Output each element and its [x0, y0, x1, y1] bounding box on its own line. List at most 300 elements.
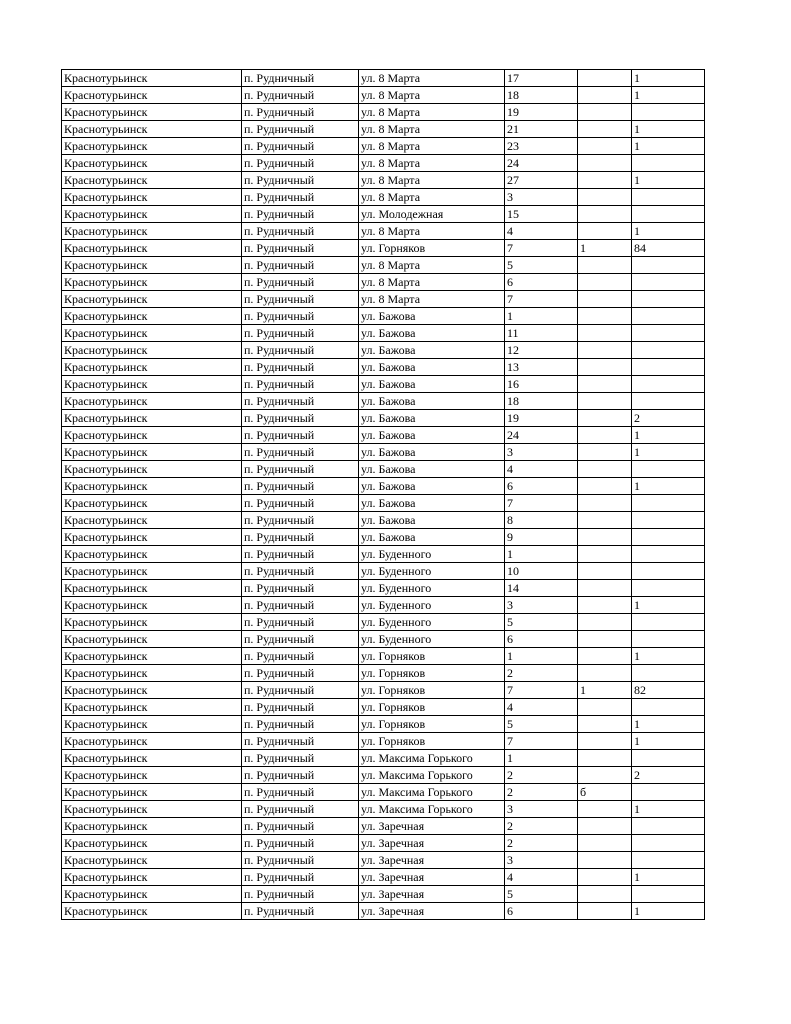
table-row — [62, 903, 705, 920]
table-row — [62, 648, 705, 665]
building-letter-cell — [578, 614, 632, 631]
street-cell: ул. Буденного — [359, 546, 505, 563]
house-number-cell: 3 — [505, 444, 578, 461]
count-cell: 1 — [632, 869, 705, 886]
address-table — [61, 69, 705, 920]
city-cell: Краснотурьинск — [62, 580, 242, 597]
city-cell: Краснотурьинск — [62, 648, 242, 665]
city-cell: Краснотурьинск — [62, 478, 242, 495]
street-cell: ул. Бажова — [359, 478, 505, 495]
count-cell — [632, 291, 705, 308]
street-cell: ул. 8 Марта — [359, 274, 505, 291]
table-row — [62, 427, 705, 444]
count-cell — [632, 784, 705, 801]
table-row — [62, 189, 705, 206]
building-letter-cell — [578, 495, 632, 512]
building-letter-cell — [578, 903, 632, 920]
table-row — [62, 767, 705, 784]
house-number-cell: 2 — [505, 784, 578, 801]
table-row — [62, 359, 705, 376]
table-row — [62, 614, 705, 631]
building-letter-cell — [578, 223, 632, 240]
city-cell: Краснотурьинск — [62, 308, 242, 325]
city-cell: Краснотурьинск — [62, 563, 242, 580]
settlement-cell: п. Рудничный — [242, 444, 359, 461]
settlement-cell: п. Рудничный — [242, 801, 359, 818]
table-row — [62, 257, 705, 274]
street-cell: ул. 8 Марта — [359, 172, 505, 189]
settlement-cell: п. Рудничный — [242, 223, 359, 240]
house-number-cell: 19 — [505, 104, 578, 121]
house-number-cell: 13 — [505, 359, 578, 376]
count-cell: 1 — [632, 121, 705, 138]
street-cell: ул. 8 Марта — [359, 257, 505, 274]
building-letter-cell — [578, 427, 632, 444]
building-letter-cell — [578, 716, 632, 733]
street-cell: ул. 8 Марта — [359, 104, 505, 121]
table-row — [62, 580, 705, 597]
house-number-cell: 5 — [505, 614, 578, 631]
city-cell: Краснотурьинск — [62, 87, 242, 104]
house-number-cell: 6 — [505, 903, 578, 920]
building-letter-cell — [578, 359, 632, 376]
settlement-cell: п. Рудничный — [242, 291, 359, 308]
table-row — [62, 512, 705, 529]
building-letter-cell — [578, 138, 632, 155]
house-number-cell: 9 — [505, 529, 578, 546]
table-row — [62, 529, 705, 546]
city-cell: Краснотурьинск — [62, 614, 242, 631]
street-cell: ул. Буденного — [359, 580, 505, 597]
street-cell: ул. Горняков — [359, 240, 505, 257]
street-cell: ул. Бажова — [359, 308, 505, 325]
city-cell: Краснотурьинск — [62, 189, 242, 206]
house-number-cell: 3 — [505, 597, 578, 614]
building-letter-cell — [578, 733, 632, 750]
street-cell: ул. Буденного — [359, 563, 505, 580]
count-cell: 1 — [632, 733, 705, 750]
street-cell: ул. Максима Горького — [359, 767, 505, 784]
street-cell: ул. 8 Марта — [359, 138, 505, 155]
building-letter-cell — [578, 597, 632, 614]
table-row — [62, 291, 705, 308]
count-cell — [632, 274, 705, 291]
building-letter-cell — [578, 342, 632, 359]
house-number-cell: 24 — [505, 427, 578, 444]
building-letter-cell — [578, 546, 632, 563]
settlement-cell: п. Рудничный — [242, 257, 359, 274]
count-cell — [632, 461, 705, 478]
street-cell: ул. Бажова — [359, 342, 505, 359]
table-row — [62, 597, 705, 614]
house-number-cell: 10 — [505, 563, 578, 580]
building-letter-cell — [578, 648, 632, 665]
count-cell — [632, 631, 705, 648]
street-cell: ул. Горняков — [359, 665, 505, 682]
city-cell: Краснотурьинск — [62, 461, 242, 478]
settlement-cell: п. Рудничный — [242, 648, 359, 665]
house-number-cell: 3 — [505, 852, 578, 869]
city-cell: Краснотурьинск — [62, 818, 242, 835]
building-letter-cell — [578, 444, 632, 461]
house-number-cell: 3 — [505, 189, 578, 206]
count-cell — [632, 665, 705, 682]
street-cell: ул. Горняков — [359, 716, 505, 733]
house-number-cell: 18 — [505, 87, 578, 104]
table-row — [62, 70, 705, 87]
city-cell: Краснотурьинск — [62, 342, 242, 359]
city-cell: Краснотурьинск — [62, 886, 242, 903]
count-cell — [632, 325, 705, 342]
building-letter-cell: б — [578, 784, 632, 801]
settlement-cell: п. Рудничный — [242, 325, 359, 342]
count-cell: 1 — [632, 597, 705, 614]
count-cell — [632, 189, 705, 206]
settlement-cell: п. Рудничный — [242, 614, 359, 631]
house-number-cell: 6 — [505, 274, 578, 291]
street-cell: ул. Бажова — [359, 325, 505, 342]
settlement-cell: п. Рудничный — [242, 716, 359, 733]
city-cell: Краснотурьинск — [62, 376, 242, 393]
street-cell: ул. Молодежная — [359, 206, 505, 223]
street-cell: ул. 8 Марта — [359, 87, 505, 104]
count-cell — [632, 104, 705, 121]
building-letter-cell — [578, 291, 632, 308]
city-cell: Краснотурьинск — [62, 70, 242, 87]
table-row — [62, 206, 705, 223]
building-letter-cell — [578, 155, 632, 172]
city-cell: Краснотурьинск — [62, 444, 242, 461]
building-letter-cell — [578, 529, 632, 546]
table-row — [62, 835, 705, 852]
table-row — [62, 104, 705, 121]
count-cell — [632, 529, 705, 546]
house-number-cell: 2 — [505, 665, 578, 682]
settlement-cell: п. Рудничный — [242, 631, 359, 648]
count-cell: 2 — [632, 410, 705, 427]
settlement-cell: п. Рудничный — [242, 206, 359, 223]
table-row — [62, 325, 705, 342]
table-row — [62, 784, 705, 801]
table-row — [62, 818, 705, 835]
table-row — [62, 393, 705, 410]
building-letter-cell — [578, 886, 632, 903]
count-cell — [632, 495, 705, 512]
city-cell: Краснотурьинск — [62, 597, 242, 614]
city-cell: Краснотурьинск — [62, 801, 242, 818]
street-cell: ул. 8 Марта — [359, 223, 505, 240]
city-cell: Краснотурьинск — [62, 529, 242, 546]
table-row — [62, 223, 705, 240]
house-number-cell: 1 — [505, 308, 578, 325]
table-row — [62, 308, 705, 325]
table-row — [62, 699, 705, 716]
house-number-cell: 2 — [505, 767, 578, 784]
building-letter-cell — [578, 206, 632, 223]
table-row — [62, 444, 705, 461]
house-number-cell: 14 — [505, 580, 578, 597]
building-letter-cell — [578, 478, 632, 495]
street-cell: ул. Бажова — [359, 444, 505, 461]
city-cell: Краснотурьинск — [62, 495, 242, 512]
count-cell: 1 — [632, 427, 705, 444]
building-letter-cell — [578, 563, 632, 580]
city-cell: Краснотурьинск — [62, 716, 242, 733]
house-number-cell: 17 — [505, 70, 578, 87]
street-cell: ул. Бажова — [359, 359, 505, 376]
city-cell: Краснотурьинск — [62, 835, 242, 852]
city-cell: Краснотурьинск — [62, 138, 242, 155]
street-cell: ул. Горняков — [359, 699, 505, 716]
house-number-cell: 1 — [505, 648, 578, 665]
building-letter-cell — [578, 189, 632, 206]
table-row — [62, 665, 705, 682]
city-cell: Краснотурьинск — [62, 869, 242, 886]
building-letter-cell — [578, 121, 632, 138]
count-cell: 1 — [632, 903, 705, 920]
table-row — [62, 750, 705, 767]
building-letter-cell — [578, 631, 632, 648]
city-cell: Краснотурьинск — [62, 631, 242, 648]
table-row — [62, 121, 705, 138]
house-number-cell: 4 — [505, 223, 578, 240]
house-number-cell: 4 — [505, 699, 578, 716]
street-cell: ул. 8 Марта — [359, 291, 505, 308]
count-cell — [632, 308, 705, 325]
settlement-cell: п. Рудничный — [242, 359, 359, 376]
house-number-cell: 21 — [505, 121, 578, 138]
city-cell: Краснотурьинск — [62, 546, 242, 563]
building-letter-cell — [578, 87, 632, 104]
street-cell: ул. Заречная — [359, 886, 505, 903]
house-number-cell: 1 — [505, 546, 578, 563]
table-row — [62, 172, 705, 189]
settlement-cell: п. Рудничный — [242, 750, 359, 767]
house-number-cell: 23 — [505, 138, 578, 155]
table-row — [62, 682, 705, 699]
house-number-cell: 7 — [505, 495, 578, 512]
building-letter-cell — [578, 274, 632, 291]
building-letter-cell: 1 — [578, 682, 632, 699]
count-cell — [632, 852, 705, 869]
street-cell: ул. Бажова — [359, 512, 505, 529]
building-letter-cell — [578, 325, 632, 342]
house-number-cell: 4 — [505, 869, 578, 886]
street-cell: ул. Бажова — [359, 529, 505, 546]
table-row — [62, 342, 705, 359]
settlement-cell: п. Рудничный — [242, 240, 359, 257]
building-letter-cell — [578, 410, 632, 427]
table-row — [62, 886, 705, 903]
house-number-cell: 6 — [505, 478, 578, 495]
address-table-body — [62, 70, 705, 920]
city-cell: Краснотурьинск — [62, 206, 242, 223]
count-cell: 1 — [632, 716, 705, 733]
table-row — [62, 495, 705, 512]
table-row — [62, 733, 705, 750]
building-letter-cell — [578, 767, 632, 784]
city-cell: Краснотурьинск — [62, 257, 242, 274]
house-number-cell: 11 — [505, 325, 578, 342]
building-letter-cell — [578, 750, 632, 767]
table-row — [62, 546, 705, 563]
count-cell: 1 — [632, 223, 705, 240]
count-cell — [632, 206, 705, 223]
settlement-cell: п. Рудничный — [242, 903, 359, 920]
city-cell: Краснотурьинск — [62, 325, 242, 342]
count-cell: 1 — [632, 801, 705, 818]
street-cell: ул. Максима Горького — [359, 750, 505, 767]
settlement-cell: п. Рудничный — [242, 376, 359, 393]
street-cell: ул. Бажова — [359, 410, 505, 427]
count-cell — [632, 359, 705, 376]
settlement-cell: п. Рудничный — [242, 155, 359, 172]
table-row — [62, 852, 705, 869]
house-number-cell: 2 — [505, 818, 578, 835]
house-number-cell: 4 — [505, 461, 578, 478]
settlement-cell: п. Рудничный — [242, 580, 359, 597]
building-letter-cell — [578, 699, 632, 716]
count-cell — [632, 818, 705, 835]
settlement-cell: п. Рудничный — [242, 274, 359, 291]
street-cell: ул. Максима Горького — [359, 784, 505, 801]
settlement-cell: п. Рудничный — [242, 784, 359, 801]
table-row — [62, 461, 705, 478]
count-cell — [632, 563, 705, 580]
house-number-cell: 15 — [505, 206, 578, 223]
city-cell: Краснотурьинск — [62, 359, 242, 376]
street-cell: ул. Заречная — [359, 835, 505, 852]
building-letter-cell — [578, 818, 632, 835]
city-cell: Краснотурьинск — [62, 172, 242, 189]
settlement-cell: п. Рудничный — [242, 87, 359, 104]
street-cell: ул. Горняков — [359, 648, 505, 665]
settlement-cell: п. Рудничный — [242, 546, 359, 563]
settlement-cell: п. Рудничный — [242, 189, 359, 206]
count-cell — [632, 699, 705, 716]
street-cell: ул. Бажова — [359, 461, 505, 478]
settlement-cell: п. Рудничный — [242, 342, 359, 359]
count-cell: 82 — [632, 682, 705, 699]
count-cell — [632, 614, 705, 631]
house-number-cell: 12 — [505, 342, 578, 359]
house-number-cell: 3 — [505, 801, 578, 818]
count-cell: 84 — [632, 240, 705, 257]
building-letter-cell — [578, 512, 632, 529]
table-row — [62, 274, 705, 291]
city-cell: Краснотурьинск — [62, 903, 242, 920]
count-cell — [632, 886, 705, 903]
street-cell: ул. Горняков — [359, 682, 505, 699]
settlement-cell: п. Рудничный — [242, 767, 359, 784]
count-cell: 1 — [632, 138, 705, 155]
building-letter-cell: 1 — [578, 240, 632, 257]
city-cell: Краснотурьинск — [62, 784, 242, 801]
house-number-cell: 16 — [505, 376, 578, 393]
city-cell: Краснотурьинск — [62, 699, 242, 716]
count-cell — [632, 835, 705, 852]
settlement-cell: п. Рудничный — [242, 70, 359, 87]
house-number-cell: 7 — [505, 240, 578, 257]
house-number-cell: 27 — [505, 172, 578, 189]
table-row — [62, 801, 705, 818]
street-cell: ул. Бажова — [359, 376, 505, 393]
street-cell: ул. Заречная — [359, 852, 505, 869]
street-cell: ул. Максима Горького — [359, 801, 505, 818]
settlement-cell: п. Рудничный — [242, 138, 359, 155]
building-letter-cell — [578, 580, 632, 597]
street-cell: ул. Заречная — [359, 903, 505, 920]
building-letter-cell — [578, 393, 632, 410]
settlement-cell: п. Рудничный — [242, 699, 359, 716]
street-cell: ул. 8 Марта — [359, 121, 505, 138]
settlement-cell: п. Рудничный — [242, 682, 359, 699]
count-cell — [632, 342, 705, 359]
settlement-cell: п. Рудничный — [242, 121, 359, 138]
street-cell: ул. Буденного — [359, 614, 505, 631]
house-number-cell: 1 — [505, 750, 578, 767]
table-row — [62, 138, 705, 155]
settlement-cell: п. Рудничный — [242, 869, 359, 886]
building-letter-cell — [578, 104, 632, 121]
settlement-cell: п. Рудничный — [242, 835, 359, 852]
count-cell — [632, 546, 705, 563]
count-cell: 1 — [632, 87, 705, 104]
building-letter-cell — [578, 801, 632, 818]
settlement-cell: п. Рудничный — [242, 563, 359, 580]
settlement-cell: п. Рудничный — [242, 393, 359, 410]
count-cell: 1 — [632, 648, 705, 665]
table-row — [62, 869, 705, 886]
street-cell: ул. Горняков — [359, 733, 505, 750]
house-number-cell: 7 — [505, 682, 578, 699]
table-row — [62, 478, 705, 495]
city-cell: Краснотурьинск — [62, 512, 242, 529]
settlement-cell: п. Рудничный — [242, 410, 359, 427]
settlement-cell: п. Рудничный — [242, 597, 359, 614]
city-cell: Краснотурьинск — [62, 410, 242, 427]
count-cell: 1 — [632, 70, 705, 87]
count-cell — [632, 155, 705, 172]
street-cell: ул. Буденного — [359, 631, 505, 648]
city-cell: Краснотурьинск — [62, 767, 242, 784]
house-number-cell: 5 — [505, 257, 578, 274]
street-cell: ул. Бажова — [359, 393, 505, 410]
table-row — [62, 240, 705, 257]
table-row — [62, 376, 705, 393]
street-cell: ул. 8 Марта — [359, 70, 505, 87]
settlement-cell: п. Рудничный — [242, 852, 359, 869]
settlement-cell: п. Рудничный — [242, 529, 359, 546]
city-cell: Краснотурьинск — [62, 291, 242, 308]
count-cell: 2 — [632, 767, 705, 784]
settlement-cell: п. Рудничный — [242, 461, 359, 478]
city-cell: Краснотурьинск — [62, 852, 242, 869]
count-cell: 1 — [632, 172, 705, 189]
table-row — [62, 87, 705, 104]
count-cell — [632, 512, 705, 529]
house-number-cell: 7 — [505, 291, 578, 308]
settlement-cell: п. Рудничный — [242, 104, 359, 121]
city-cell: Краснотурьинск — [62, 750, 242, 767]
street-cell: ул. Бажова — [359, 495, 505, 512]
settlement-cell: п. Рудничный — [242, 733, 359, 750]
table-row — [62, 563, 705, 580]
building-letter-cell — [578, 376, 632, 393]
street-cell: ул. 8 Марта — [359, 189, 505, 206]
house-number-cell: 18 — [505, 393, 578, 410]
building-letter-cell — [578, 835, 632, 852]
